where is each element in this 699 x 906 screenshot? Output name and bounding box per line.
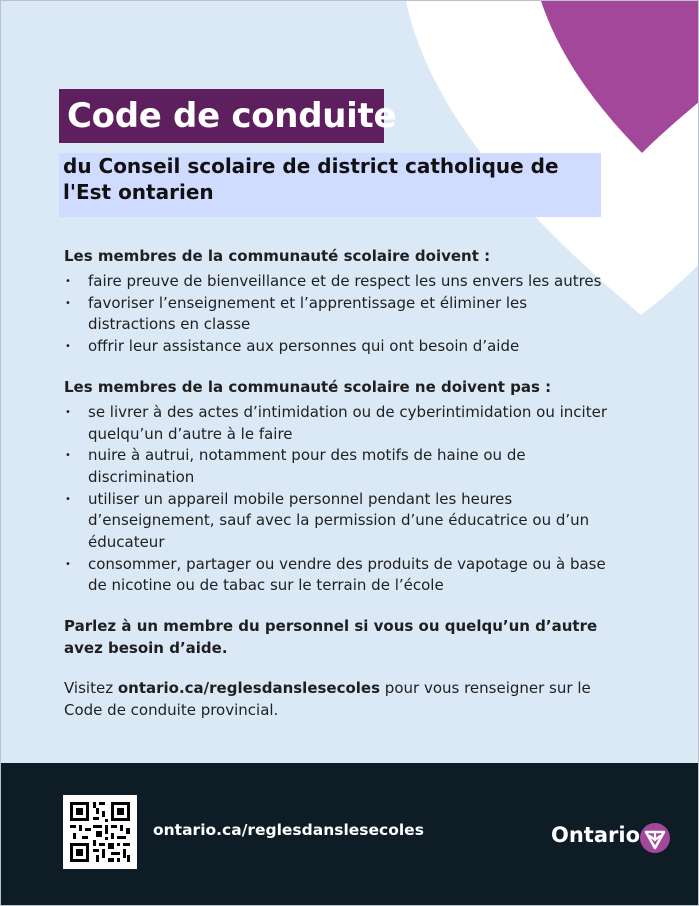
must-not-list	[64, 402, 614, 597]
must-list	[64, 271, 614, 358]
main-content	[64, 245, 614, 721]
list-item: • consommer, partager ou vendre des produits de vapotage ou à base de nicotine ou de tabac sur le terrain de l’école	[64, 554, 614, 597]
section-heading-must: Les membres de la communauté scolaire doivent :	[64, 247, 491, 265]
list-item: • faire preuve de bienveillance et de respect les uns envers les autres	[64, 271, 614, 293]
list-item: • offrir leur assistance aux personnes qui ont besoin d’aide	[64, 336, 614, 358]
footer	[1, 763, 698, 905]
footer-url-link[interactable]: ontario.ca/reglesdanslesecoles	[153, 821, 424, 839]
page-title: Code de conduite	[67, 96, 397, 136]
ontario-trillium-logo-icon	[639, 822, 671, 854]
list-item: • se livrer à des actes d’intimidation ou de cyberintimidation ou inciter quelqu’un d’autre à le faire	[64, 402, 614, 445]
qr-code-icon[interactable]	[63, 795, 137, 869]
section-heading-must-not: Les membres de la communauté scolaire ne doivent pas :	[64, 377, 552, 396]
visit-link[interactable]: ontario.ca/reglesdanslesecoles	[117, 679, 381, 698]
list-item: • nuire à autrui, notamment pour des motifs de haine ou de discrimination	[64, 445, 614, 488]
ontario-logo-text: Ontario	[551, 823, 640, 847]
list-item: • favoriser l’enseignement et l’apprentissage et éliminer les distractions en classe	[64, 293, 614, 336]
visit-prefix: Visitez	[64, 679, 118, 698]
page-subtitle: du Conseil scolaire de district catholique de l'Est ontarien	[63, 154, 559, 204]
help-text: Parlez à un membre du personnel si vous ou quelqu’un d’autre avez besoin d’aide.	[64, 617, 598, 658]
visit-text	[64, 677, 614, 721]
visit-suffix: pour vous renseigner sur le Code de conduite provincial.	[64, 679, 591, 720]
list-item: • utiliser un appareil mobile personnel pendant les heures d’enseignement, sauf avec la permission d’une éducatrice ou d’un éducateur	[64, 489, 614, 554]
